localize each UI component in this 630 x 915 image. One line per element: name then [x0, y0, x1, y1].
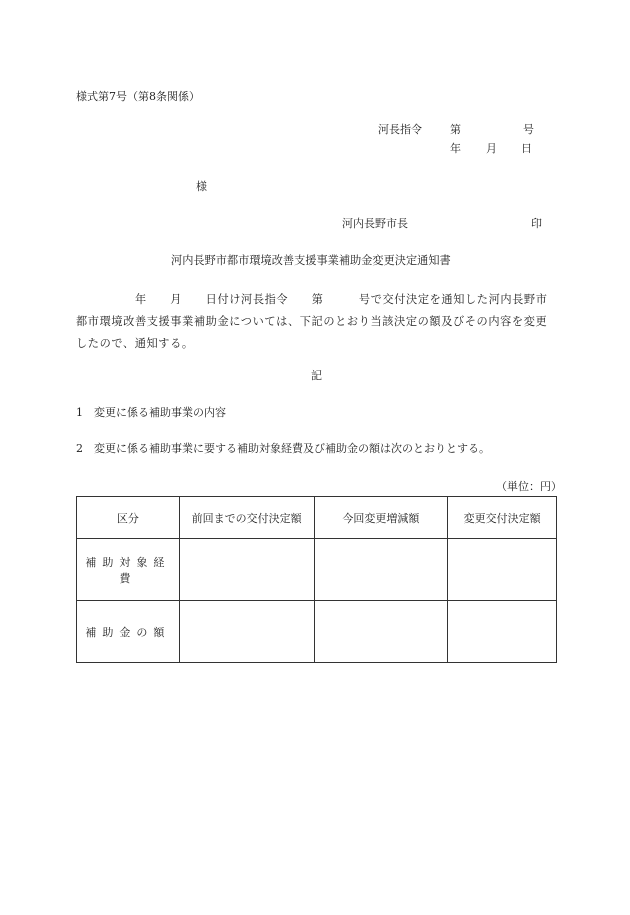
item-2: 2 変更に係る補助事業に要する補助対象経費及び補助金の額は次のとおりとする。	[76, 442, 490, 455]
body-line: したので、通知する。	[76, 337, 194, 350]
date-month: 月	[486, 142, 497, 155]
ki-heading: 記	[311, 369, 322, 382]
body-line: 年 月 日付け河長指令 第 号で交付決定を通知した河内長野市	[76, 293, 548, 306]
item-1: 1 変更に係る補助事業の内容	[76, 406, 226, 419]
unit-label: （単位：円）	[496, 480, 562, 493]
body-line: 都市環境改善支援事業補助金については、下記のとおり当該決定の額及びその内容を変更	[76, 315, 548, 328]
column-header: 今回変更増減額	[314, 497, 448, 539]
seal-mark: 印	[531, 217, 542, 230]
column-header: 変更交付決定額	[448, 497, 557, 539]
table-cell	[179, 601, 314, 663]
ref-dai: 第	[450, 123, 461, 136]
row-label: 補助対象経費	[77, 539, 180, 601]
document-title: 河内長野市都市環境改善支援事業補助金変更決定通知書	[171, 254, 451, 267]
ref-issuer: 河長指令	[378, 123, 422, 136]
row-label: 補助金の額	[77, 601, 180, 663]
table-row	[77, 601, 557, 663]
date-year: 年	[450, 142, 461, 155]
table-cell	[314, 539, 448, 601]
date-day: 日	[521, 142, 532, 155]
addressee-suffix: 様	[196, 180, 207, 193]
form-number: 様式第7号（第8条関係）	[76, 90, 200, 103]
table-row	[77, 539, 557, 601]
table-header-row	[77, 497, 557, 539]
table-cell	[448, 601, 557, 663]
sender-name: 河内長野市長	[342, 217, 408, 230]
table-cell	[179, 539, 314, 601]
table-cell	[448, 539, 557, 601]
column-header: 前回までの交付決定額	[179, 497, 314, 539]
column-header: 区分	[77, 497, 180, 539]
table-cell	[314, 601, 448, 663]
body-paragraph	[76, 289, 560, 355]
amount-table	[76, 496, 557, 663]
ref-go: 号	[523, 123, 534, 136]
